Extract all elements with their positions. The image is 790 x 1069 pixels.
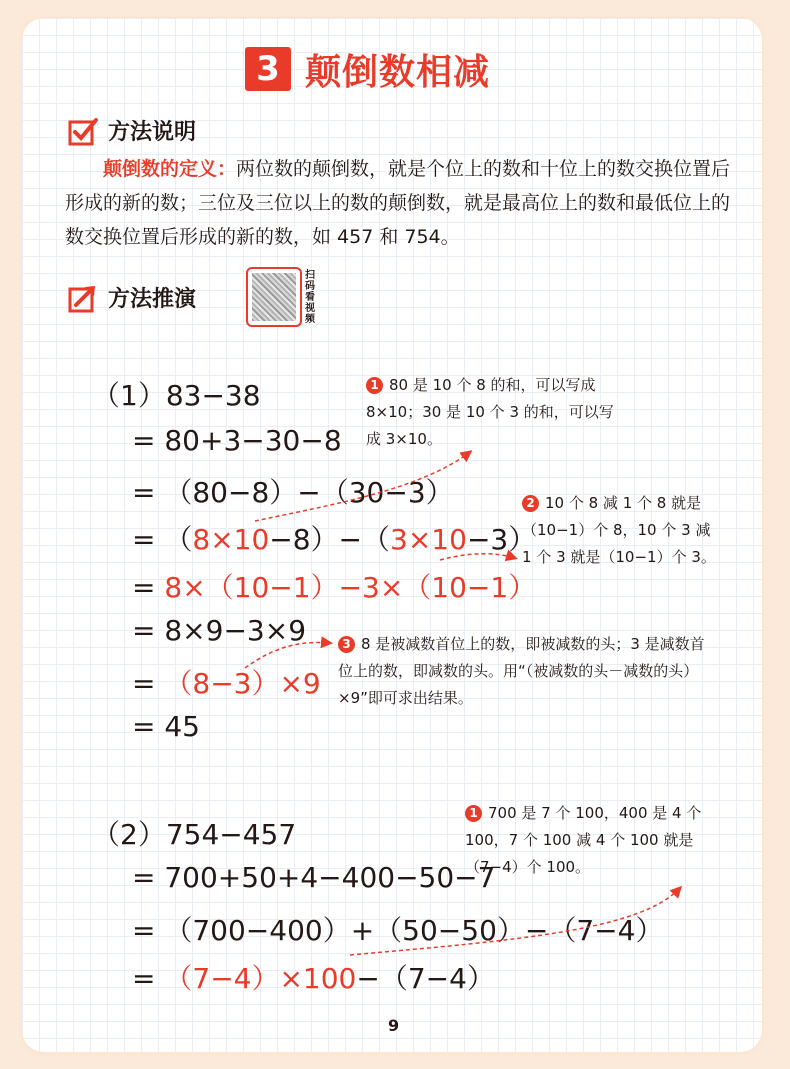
lesson-title-text: 颠倒数相减 xyxy=(305,51,491,93)
highlight-term: 8×（10−1）−3×（10−1） xyxy=(164,571,537,604)
example2-step2: = （700−400）+（50−50）−（7−4） xyxy=(132,914,664,947)
example1-step2: = （80−8）−（30−3） xyxy=(132,476,454,509)
step-text: −3） xyxy=(466,523,537,556)
highlight-term: 3×10 xyxy=(390,523,467,556)
note-text: 700 是 7 个 100，400 是 4 个 100，7 个 100 减 4 个 100 就是（7−4）个 100。 xyxy=(465,804,702,876)
qr-caption: 扫码看视频 xyxy=(305,270,315,325)
example2-problem: （2）754−457 xyxy=(92,818,297,851)
page-number: 9 xyxy=(388,1016,400,1035)
note-text: 10 个 8 减 1 个 8 就是（10−1）个 8，10 个 3 减 1 个 3 就是（10−1）个 3。 xyxy=(522,494,716,566)
example1-problem: （1）83−38 xyxy=(92,379,261,412)
note-number-badge: 1 xyxy=(465,805,482,822)
step-text: = xyxy=(132,667,165,700)
note-number-badge: 3 xyxy=(338,636,355,653)
example2-step1: = 700+50+4−400−50−7 xyxy=(132,861,496,894)
highlight-term: （7−4）×100 xyxy=(164,962,357,995)
step-text: = xyxy=(132,962,165,995)
arrow-note-3 xyxy=(245,642,330,668)
arrow-note-1 xyxy=(255,452,470,521)
highlight-term: 8×10 xyxy=(192,523,270,556)
note-text: 80 是 10 个 8 的和，可以写成 8×10；30 是 10 个 3 的和，可以写成 3×10。 xyxy=(366,376,614,448)
note-text: 8 是被减数首位上的数，即被减数的头；3 是减数首位上的数，即减数的头。用“（被减数的头－减数的头）×9”即可求出结果。 xyxy=(338,635,705,707)
step-text: −（7−4） xyxy=(356,962,495,995)
example1-step5: = 8×9−3×9 xyxy=(132,614,307,647)
note-number-badge: 2 xyxy=(522,495,539,512)
arrow-note-2 xyxy=(440,554,515,560)
highlight-term: ×9 xyxy=(279,667,321,700)
definition-term: 颠倒数的定义： xyxy=(103,158,237,180)
section-label: 方法推演 xyxy=(108,287,197,312)
section-label: 方法说明 xyxy=(108,120,197,145)
lesson-number-badge: 3 xyxy=(245,47,291,91)
note-number-badge: 1 xyxy=(366,377,383,394)
step-text: = xyxy=(132,571,165,604)
highlight-term: （8−3） xyxy=(164,667,280,700)
example1-step1: = 80+3−30−8 xyxy=(132,424,342,457)
example1-step7: = 45 xyxy=(132,710,200,743)
step-text: −8）−（ xyxy=(269,523,391,556)
arrow-note-4 xyxy=(350,888,680,955)
step-text: = （ xyxy=(132,523,193,556)
definition-body: 两位数的颠倒数，就是个位上的数和十位上的数交换位置后形成的新的数；三位及三位以上的数的颠倒数，就是最高位上的数和最低位上的数交换位置后形成的新的数，如 457 和 754。 xyxy=(65,158,731,248)
